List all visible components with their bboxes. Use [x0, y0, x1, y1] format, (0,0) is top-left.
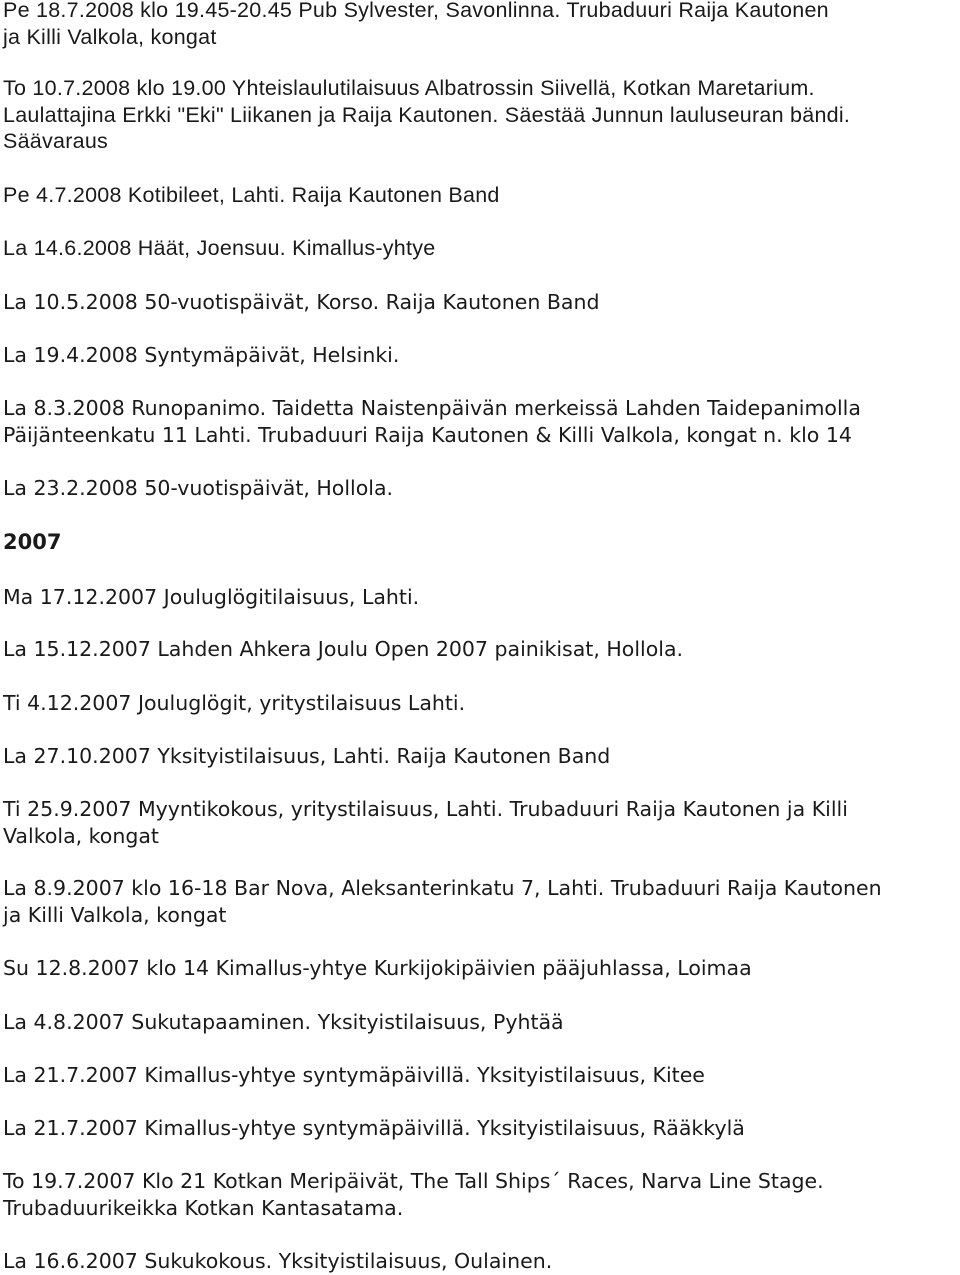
event-line: Pe 18.7.2008 klo 19.45-20.45 Pub Sylvester, Savonlinna. Trubaduuri Raija Kautonen: [3, 0, 829, 22]
event-line: La 21.7.2007 Kimallus-yhtye syntymäpäivillä. Yksityistilaisuus, Kitee: [3, 1063, 705, 1087]
event-line: Ti 25.9.2007 Myyntikokous, yritystilaisuus, Lahti. Trubaduuri Raija Kautonen ja Killi: [3, 797, 848, 821]
event-entry: [3, 395, 958, 448]
event-entry: [3, 875, 958, 928]
event-entry: [3, 1062, 958, 1089]
event-line: La 15.12.2007 Lahden Ahkera Joulu Open 2007 painikisat, Hollola.: [3, 637, 684, 661]
event-line: Ma 17.12.2007 Jouluglögitilaisuus, Lahti.: [3, 585, 420, 609]
event-line: Ti 4.12.2007 Jouluglögit, yritystilaisuus Lahti.: [3, 691, 466, 715]
event-line: ja Killi Valkola, kongat: [3, 902, 227, 927]
event-entry: [3, 1115, 958, 1142]
event-line: La 4.8.2007 Sukutapaaminen. Yksityistilaisuus, Pyhtää: [3, 1010, 564, 1034]
event-entry: [3, 75, 958, 155]
event-line: La 23.2.2008 50-vuotispäivät, Hollola.: [3, 476, 394, 500]
event-line: La 19.4.2008 Syntymäpäivät, Helsinki.: [3, 343, 400, 367]
event-line: La 27.10.2007 Yksityistilaisuus, Lahti. Raija Kautonen Band: [3, 744, 611, 768]
event-entry: [3, 743, 958, 770]
event-line: Pe 4.7.2008 Kotibileet, Lahti. Raija Kautonen Band: [3, 183, 500, 207]
event-line: La 8.3.2008 Runopanimo. Taidetta Naistenpäivän merkeissä Lahden Taidepanimolla: [3, 396, 861, 420]
event-entry: [3, 636, 958, 663]
event-entry: [3, 342, 958, 369]
event-entry: [3, 1248, 958, 1275]
event-line: Päijänteenkatu 11 Lahti. Trubaduuri Raija Kautonen & Killi Valkola, kongat n. klo 14: [3, 422, 852, 447]
event-line: Valkola, kongat: [3, 823, 159, 848]
event-line: Säävaraus: [3, 129, 109, 153]
event-entry: [3, 182, 958, 209]
event-line: Su 12.8.2007 klo 14 Kimallus-yhtye Kurkijokipäivien pääjuhlassa, Loimaa: [3, 956, 752, 980]
event-line: La 10.5.2008 50-vuotispäivät, Korso. Raija Kautonen Band: [3, 290, 600, 314]
event-line: La 8.9.2007 klo 16-18 Bar Nova, Aleksanterinkatu 7, Lahti. Trubaduuri Raija Kautonen: [3, 876, 882, 900]
event-entry: [3, 475, 958, 502]
event-line: To 19.7.2007 Klo 21 Kotkan Meripäivät, The Tall Ships´ Races, Narva Line Stage.: [3, 1169, 824, 1193]
event-line: ja Killi Valkola, kongat: [3, 24, 217, 49]
event-line: Laulattajina Erkki "Eki" Liikanen ja Raija Kautonen. Säestää Junnun lauluseuran bändi.: [3, 102, 851, 127]
event-entry: [3, 0, 958, 50]
event-line: La 21.7.2007 Kimallus-yhtye syntymäpäivillä. Yksityistilaisuus, Rääkkylä: [3, 1116, 745, 1140]
event-entry: [3, 955, 958, 982]
event-line: La 16.6.2007 Sukukokous. Yksityistilaisuus, Oulainen.: [3, 1249, 553, 1273]
event-entry: [3, 796, 958, 849]
event-entry: [3, 1168, 958, 1221]
event-entry: [3, 584, 958, 611]
event-line: La 14.6.2008 Häät, Joensuu. Kimallus-yhtye: [3, 236, 436, 260]
event-entry: [3, 1009, 958, 1036]
event-line: To 10.7.2008 klo 19.00 Yhteislaulutilaisuus Albatrossin Siivellä, Kotkan Maretarium.: [3, 76, 815, 100]
event-entry: [3, 690, 958, 717]
event-entry: [3, 289, 958, 316]
year-heading: 2007: [3, 530, 62, 554]
event-line: Trubaduurikeikka Kotkan Kantasatama.: [3, 1195, 404, 1220]
event-entry: [3, 235, 958, 262]
